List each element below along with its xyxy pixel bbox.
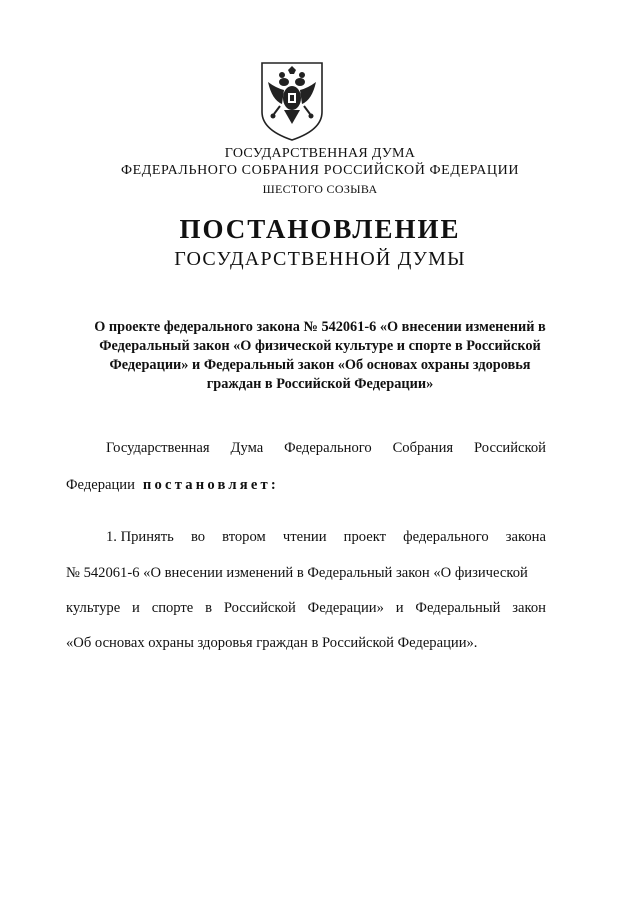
document-subject bbox=[40, 318, 600, 394]
word: Государственная bbox=[106, 440, 210, 456]
item1-line: «Об основах охраны здоровья граждан в Российской Федерации». bbox=[66, 635, 478, 651]
word: Федеральный bbox=[415, 600, 501, 616]
word: чтении bbox=[282, 529, 327, 545]
item1-line bbox=[66, 600, 546, 617]
item1-line bbox=[106, 529, 546, 546]
word: Федерального bbox=[284, 440, 372, 456]
document-type-title: ПОСТАНОВЛЕНИЕ bbox=[179, 214, 461, 244]
preamble-tail: Федерации bbox=[66, 477, 135, 493]
subject-line: Федерации» и Федеральный закон «Об основах охраны здоровья bbox=[109, 357, 531, 373]
word: проект bbox=[343, 529, 386, 545]
word: и bbox=[395, 600, 404, 616]
word: закона bbox=[505, 529, 546, 545]
subject-line: Федеральный закон «О физической культуре и спорте в Российской bbox=[99, 338, 541, 354]
item1-line: № 542061-6 «О внесении изменений в Федеральный закон «О физической bbox=[66, 565, 528, 581]
word: во bbox=[190, 529, 206, 545]
subject-line: О проекте федерального закона № 542061-6 «О внесении изменений в bbox=[94, 319, 546, 335]
decree-word: постановляет: bbox=[142, 477, 279, 493]
word: и bbox=[132, 600, 140, 616]
word: культуре bbox=[66, 600, 121, 616]
word: Российской bbox=[223, 600, 296, 616]
subject-line: граждан в Российской Федерации» bbox=[206, 376, 434, 392]
word: в bbox=[205, 600, 213, 616]
word: Российской bbox=[474, 440, 546, 456]
russian-coat-of-arms-icon bbox=[258, 60, 326, 142]
document-issuer-title: ГОСУДАРСТВЕННОЙ ДУМЫ bbox=[174, 248, 466, 270]
word: Дума bbox=[230, 440, 264, 456]
word: втором bbox=[222, 529, 266, 545]
word: федерального bbox=[403, 529, 489, 545]
org-line-federal-assembly: ФЕДЕРАЛЬНОГО СОБРАНИЯ РОССИЙСКОЙ ФЕДЕРАЦИИ bbox=[120, 163, 520, 178]
org-line-convocation: ШЕСТОГО СОЗЫВА bbox=[262, 182, 378, 196]
word: 1. Принять bbox=[106, 529, 174, 545]
org-line-duma: ГОСУДАРСТВЕННАЯ ДУМА bbox=[224, 146, 416, 161]
word: спорте bbox=[151, 600, 194, 616]
word: Федерации» bbox=[307, 600, 384, 616]
word: Собрания bbox=[392, 440, 454, 456]
word: закон bbox=[512, 600, 546, 616]
preamble-line bbox=[106, 440, 546, 457]
preamble-line-2 bbox=[66, 477, 546, 494]
